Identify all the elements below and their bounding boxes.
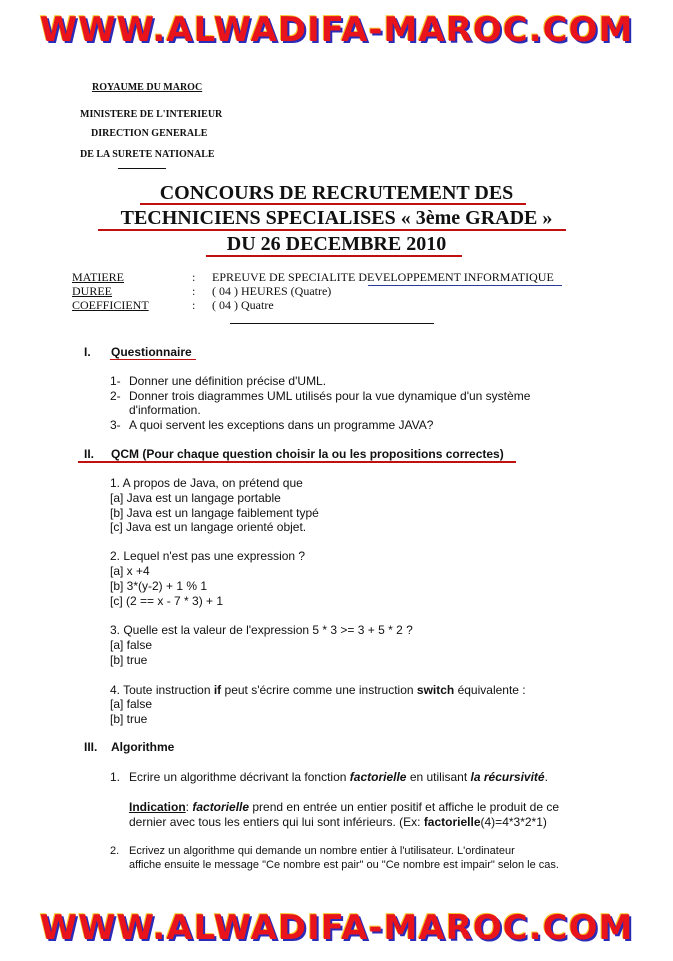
- header-direction: DIRECTION GENERALE: [91, 128, 208, 139]
- info-divider: [230, 323, 434, 324]
- watermark-top: WWW.ALWADIFA-MAROC.COM: [39, 10, 634, 50]
- mcq-4-title: [110, 683, 526, 698]
- algo-1-mid: en utilisant: [406, 770, 471, 784]
- question-3-text: A quoi servent les exceptions dans un programme JAVA?: [129, 418, 434, 432]
- duree-colon: :: [192, 284, 196, 298]
- question-1-number: 1-: [110, 374, 121, 388]
- indication-text-2-post: (4)=4*3*2*1): [480, 815, 547, 829]
- question-3-number: 3-: [110, 418, 121, 432]
- title-underline-3: [206, 255, 462, 257]
- mcq-4-option-a: [a] false: [110, 697, 153, 711]
- title-line-3: DU 26 DECEMBRE 2010: [226, 233, 447, 255]
- mcq-2-option-a: [a] x +4: [110, 564, 150, 578]
- algo-1-keyword-factorielle: factorielle: [349, 770, 407, 784]
- indication-example-keyword: factorielle: [423, 815, 481, 829]
- section-3-number: III.: [84, 740, 98, 754]
- algo-2-number: 2.: [110, 845, 120, 857]
- header-kingdom: ROYAUME DU MAROC: [92, 82, 203, 93]
- duree-value: ( 04 ) HEURES (Quatre): [212, 284, 332, 298]
- matiere-value-underline: [368, 285, 562, 286]
- mcq-4-option-b: [b] true: [110, 712, 148, 726]
- coefficient-value: ( 04 ) Quatre: [212, 298, 274, 312]
- question-1-text: Donner une définition précise d'UML.: [129, 374, 327, 388]
- mcq-1-option-c: [c] Java est un langage orienté objet.: [110, 520, 307, 534]
- question-2-text-line-1: Donner trois diagrammes UML utilisés pour la vue dynamique d'un système: [129, 389, 531, 403]
- section-1-underline: [110, 359, 196, 360]
- mcq-2-title: 2. Lequel n'est pas une expression ?: [110, 549, 306, 563]
- algo-2-text-line-1: Ecrivez un algorithme qui demande un nombre entier à l'utilisateur. L'ordinateur: [129, 845, 515, 857]
- mcq-2-option-c: [c] (2 == x - 7 * 3) + 1: [110, 594, 224, 608]
- mcq-1-title: 1. A propos de Java, on prétend que: [110, 476, 303, 490]
- section-2-underline: [78, 461, 516, 463]
- algo-1-text: [129, 770, 548, 784]
- indication-line-1: [129, 800, 559, 814]
- indication-text-1: prend en entrée un entier positif et affiche le produit de ce: [249, 800, 560, 814]
- indication-text-2-pre: dernier avec tous les entiers qui lui sont inférieurs. (Ex:: [129, 815, 424, 829]
- title-line-1: CONCOURS DE RECRUTEMENT DES: [159, 182, 514, 204]
- mcq-3-option-b: [b] true: [110, 653, 148, 667]
- algo-1-number: 1.: [110, 770, 121, 784]
- mcq-1-option-a: [a] Java est un langage portable: [110, 491, 281, 505]
- question-2-number: 2-: [110, 389, 121, 403]
- matiere-colon: :: [192, 270, 196, 284]
- mcq-3-option-a: [a] false: [110, 638, 153, 652]
- algo-2-text-line-2: affiche ensuite le message "Ce nombre est pair" ou "Ce nombre est impair" selon le cas.: [129, 859, 559, 871]
- mcq-4-keyword-switch: switch: [416, 683, 455, 697]
- title-underline-1: [140, 203, 526, 205]
- indication-keyword: factorielle: [192, 800, 250, 814]
- section-3-title: Algorithme: [111, 740, 175, 754]
- matiere-label: MATIERE: [72, 270, 124, 284]
- algo-1-pre: Ecrire un algorithme décrivant la fonction: [129, 770, 350, 784]
- algo-1-post: .: [544, 770, 548, 784]
- section-1-title: Questionnaire: [111, 345, 192, 359]
- mcq-2-option-b: [b] 3*(y-2) + 1 % 1: [110, 579, 208, 593]
- title-underline-2: [98, 229, 566, 231]
- watermark-bottom: WWW.ALWADIFA-MAROC.COM: [39, 908, 634, 948]
- coefficient-label: COEFFICIENT: [72, 298, 149, 312]
- header-divider: [118, 168, 166, 169]
- indication-colon: :: [185, 800, 193, 814]
- mcq-3-title: 3. Quelle est la valeur de l'expression 5 * 3 >= 3 + 5 * 2 ?: [110, 623, 413, 637]
- duree-label: DUREE: [72, 284, 112, 298]
- header-surete: DE LA SURETE NATIONALE: [80, 149, 215, 160]
- mcq-4-title-post: équivalente :: [454, 683, 526, 697]
- section-2-title: QCM (Pour chaque question choisir la ou les propositions correctes): [111, 447, 504, 461]
- indication-label: Indication: [129, 800, 186, 814]
- matiere-value: EPREUVE DE SPECIALITE DEVELOPPEMENT INFORMATIQUE: [212, 270, 554, 284]
- section-2-number: II.: [84, 447, 95, 461]
- title-line-2: TECHNICIENS SPECIALISES « 3ème GRADE »: [120, 207, 553, 229]
- mcq-4-title-pre: 4. Toute instruction: [110, 683, 214, 697]
- mcq-1-option-b: [b] Java est un langage faiblement typé: [110, 506, 319, 520]
- indication-line-2: [129, 815, 547, 829]
- mcq-4-keyword-if: if: [213, 683, 222, 697]
- algo-1-keyword-recursivite: la récursivité: [470, 770, 545, 784]
- coefficient-colon: :: [192, 298, 196, 312]
- section-1-number: I.: [84, 345, 91, 359]
- question-2-text-line-2: d'information.: [129, 403, 201, 417]
- mcq-4-title-mid: peut s'écrire comme une instruction: [221, 683, 417, 697]
- header-ministry: MINISTERE DE L'INTERIEUR: [80, 109, 223, 120]
